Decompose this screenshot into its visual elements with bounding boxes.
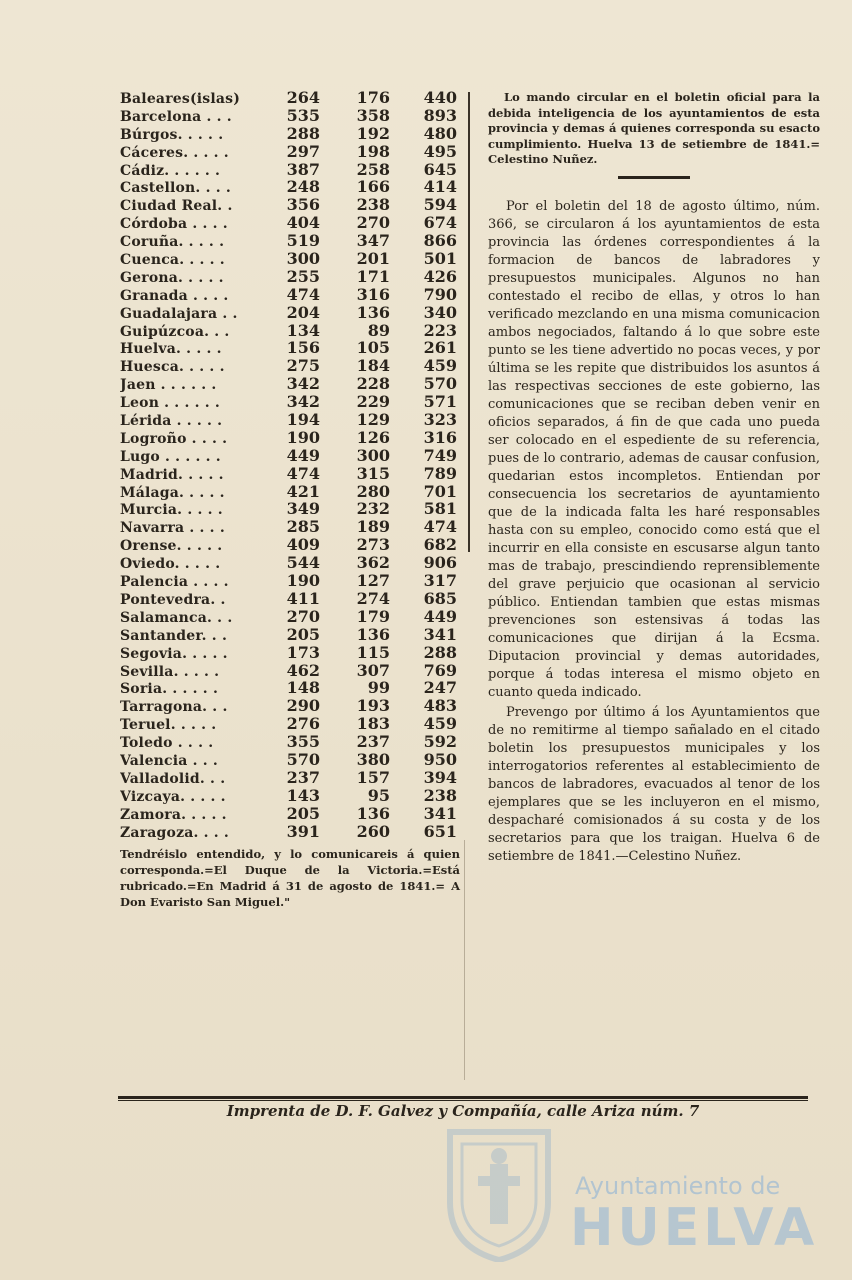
- value-col-1: 356: [286, 195, 320, 215]
- table-row: [120, 321, 465, 339]
- province-name: Zamora. . . . .: [120, 806, 227, 823]
- value-col-2: 300: [356, 445, 390, 465]
- value-col-1: 290: [286, 696, 320, 716]
- value-col-2: 274: [356, 588, 390, 608]
- value-col-1: 190: [286, 571, 320, 591]
- value-col-1: 194: [286, 410, 320, 430]
- value-col-2: 99: [367, 678, 390, 698]
- province-name: Coruña. . . . .: [120, 234, 225, 251]
- province-name: Zaragoza. . . .: [120, 824, 230, 841]
- value-col-3: 317: [423, 571, 457, 591]
- value-col-2: 316: [356, 284, 390, 304]
- value-col-3: 749: [423, 445, 457, 465]
- table-row: [120, 732, 465, 750]
- table-row: [120, 213, 465, 231]
- value-col-1: 205: [286, 803, 320, 823]
- value-col-1: 148: [286, 678, 320, 698]
- province-name: Navarra . . . .: [120, 520, 225, 537]
- value-col-2: 270: [356, 213, 390, 233]
- value-col-1: 255: [286, 266, 320, 286]
- value-col-2: 260: [356, 821, 390, 841]
- value-col-1: 411: [286, 588, 320, 608]
- value-col-3: 685: [423, 588, 457, 608]
- value-col-2: 280: [356, 481, 390, 501]
- value-col-3: 288: [423, 642, 457, 662]
- province-name: Guipúzcoa. . .: [120, 323, 230, 340]
- value-col-1: 387: [286, 159, 320, 179]
- value-col-2: 127: [356, 571, 390, 591]
- table-row: [120, 464, 465, 482]
- value-col-1: 421: [286, 481, 320, 501]
- table-row: [120, 517, 465, 535]
- province-name: Palencia . . . .: [120, 574, 229, 591]
- value-col-2: 136: [356, 624, 390, 644]
- table-row: [120, 285, 465, 303]
- province-name: Logroño . . . .: [120, 430, 228, 447]
- footer-rule-thin: [118, 1100, 808, 1101]
- value-col-3: 866: [423, 231, 457, 251]
- table-row: [120, 499, 465, 517]
- table-row: [120, 446, 465, 464]
- watermark-shield-icon: [440, 1112, 558, 1262]
- value-col-3: 594: [423, 195, 457, 215]
- value-col-3: 501: [423, 249, 457, 269]
- value-col-3: 893: [423, 105, 457, 125]
- value-col-2: 315: [356, 463, 390, 483]
- value-col-2: 228: [356, 374, 390, 394]
- right-intro-paragraph: Lo mando circular en el boletin oficial para la debida inteligencia de los ayuntamientos de esta provincia y demas á quienes corresponda su esacto cumplimiento. Huelva 13 de setiembre de 1841.= Celestino Nuñez.: [488, 90, 820, 166]
- province-name: Vizcaya. . . . .: [120, 788, 226, 805]
- value-col-2: 362: [356, 553, 390, 573]
- value-col-3: 950: [423, 749, 457, 769]
- table-row: [120, 374, 465, 392]
- table-row: [120, 643, 465, 661]
- value-col-3: 790: [423, 284, 457, 304]
- value-col-2: 229: [356, 392, 390, 412]
- value-col-2: 232: [356, 499, 390, 519]
- value-col-1: 285: [286, 517, 320, 537]
- province-name: Sevilla. . . . .: [120, 663, 220, 680]
- province-name: Cádiz. . . . . .: [120, 162, 221, 179]
- value-col-1: 270: [286, 606, 320, 626]
- value-col-1: 205: [286, 624, 320, 644]
- value-col-1: 570: [286, 749, 320, 769]
- table-row: [120, 750, 465, 768]
- table-row: [120, 571, 465, 589]
- table-row: [120, 553, 465, 571]
- value-col-2: 136: [356, 803, 390, 823]
- value-col-2: 157: [356, 767, 390, 787]
- value-col-2: 105: [356, 338, 390, 358]
- table-row: [120, 338, 465, 356]
- value-col-2: 198: [356, 141, 390, 161]
- table-row: [120, 714, 465, 732]
- value-col-1: 349: [286, 499, 320, 519]
- province-name: Jaen . . . . . .: [120, 377, 217, 394]
- value-col-2: 115: [356, 642, 390, 662]
- table-row: [120, 267, 465, 285]
- value-col-3: 223: [423, 320, 457, 340]
- province-name: Oviedo. . . . .: [120, 556, 221, 573]
- table-row: [120, 535, 465, 553]
- value-col-2: 129: [356, 410, 390, 430]
- value-col-3: 261: [423, 338, 457, 358]
- province-name: Barcelona . . .: [120, 108, 232, 125]
- value-col-1: 134: [286, 320, 320, 340]
- value-col-3: 459: [423, 356, 457, 376]
- value-col-3: 651: [423, 821, 457, 841]
- value-col-3: 440: [423, 88, 457, 107]
- column-divider: [468, 92, 470, 552]
- table-row: [120, 482, 465, 500]
- value-col-2: 238: [356, 195, 390, 215]
- table-row: [120, 177, 465, 195]
- table-row: [120, 589, 465, 607]
- value-col-3: 341: [423, 624, 457, 644]
- value-col-2: 126: [356, 427, 390, 447]
- province-name: Toledo . . . .: [120, 735, 214, 752]
- value-col-2: 89: [367, 320, 390, 340]
- province-name: Ciudad Real. .: [120, 198, 233, 215]
- value-col-1: 300: [286, 249, 320, 269]
- province-name: Cuenca. . . . .: [120, 252, 225, 269]
- value-col-2: 307: [356, 660, 390, 680]
- province-name: Cáceres. . . . .: [120, 144, 229, 161]
- table-row: [120, 661, 465, 679]
- value-col-1: 462: [286, 660, 320, 680]
- value-col-1: 237: [286, 767, 320, 787]
- value-col-1: 288: [286, 123, 320, 143]
- province-name: Málaga. . . . .: [120, 484, 225, 501]
- table-row: [120, 195, 465, 213]
- value-col-1: 391: [286, 821, 320, 841]
- province-name: Murcia. . . . .: [120, 502, 223, 519]
- province-name: Granada . . . .: [120, 287, 229, 304]
- value-col-3: 571: [423, 392, 457, 412]
- value-col-3: 769: [423, 660, 457, 680]
- table-row: [120, 303, 465, 321]
- value-col-2: 237: [356, 732, 390, 752]
- table-row: [120, 106, 465, 124]
- table-row: [120, 356, 465, 374]
- table-row: [120, 428, 465, 446]
- value-col-1: 143: [286, 785, 320, 805]
- value-col-3: 682: [423, 535, 457, 555]
- value-col-2: 171: [356, 266, 390, 286]
- province-name: Valladolid. . .: [120, 770, 226, 787]
- value-col-1: 449: [286, 445, 320, 465]
- province-name: Valencia . . .: [120, 752, 219, 769]
- value-col-1: 156: [286, 338, 320, 358]
- value-col-3: 247: [423, 678, 457, 698]
- value-col-2: 189: [356, 517, 390, 537]
- province-name: Leon . . . . . .: [120, 395, 220, 412]
- province-name: Orense. . . . .: [120, 538, 223, 555]
- province-name: Lugo . . . . . .: [120, 448, 221, 465]
- province-name: Tarragona. . .: [120, 699, 228, 716]
- table-row: [120, 768, 465, 786]
- province-name: Madrid. . . . .: [120, 466, 224, 483]
- value-col-3: 426: [423, 266, 457, 286]
- value-col-1: 544: [286, 553, 320, 573]
- table-row: [120, 124, 465, 142]
- value-col-3: 474: [423, 517, 457, 537]
- value-col-3: 495: [423, 141, 457, 161]
- value-col-3: 323: [423, 410, 457, 430]
- value-col-2: 184: [356, 356, 390, 376]
- table-row: [120, 231, 465, 249]
- table-row: [120, 392, 465, 410]
- value-col-3: 316: [423, 427, 457, 447]
- value-col-2: 183: [356, 714, 390, 734]
- table-row: [120, 142, 465, 160]
- value-col-2: 380: [356, 749, 390, 769]
- value-col-2: 358: [356, 105, 390, 125]
- value-col-3: 480: [423, 123, 457, 143]
- table-row: [120, 160, 465, 178]
- table-row: [120, 607, 465, 625]
- province-name: Lérida . . . . .: [120, 413, 223, 430]
- value-col-1: 248: [286, 177, 320, 197]
- body-paragraph-2: Prevengo por último á los Ayuntamientos que de no remitirme al tiempo sañalado en el citado boletin los presupuestos municipales y los interrogatorios referentes al establecimiento de bancos de labradores, evacuados al tenor de los ejemplares que se les incluyeron en el mismo, despacharé comisionados á su costa y de los secretarios para que los traigan. Huelva 6 de setiembre de 1841.—Celestino Nuñez.: [488, 705, 820, 864]
- value-col-1: 355: [286, 732, 320, 752]
- value-col-1: 404: [286, 213, 320, 233]
- section-rule: [618, 176, 690, 179]
- value-col-3: 238: [423, 785, 457, 805]
- value-col-2: 258: [356, 159, 390, 179]
- imprint-line: Imprenta de D. F. Galvez y Compañía, calle Ariza núm. 7: [226, 1102, 700, 1120]
- table-row: [120, 88, 465, 106]
- value-col-3: 581: [423, 499, 457, 519]
- value-col-3: 645: [423, 159, 457, 179]
- table-row: [120, 410, 465, 428]
- province-name: Salamanca. . .: [120, 609, 233, 626]
- province-name: Gerona. . . . .: [120, 269, 224, 286]
- value-col-3: 341: [423, 803, 457, 823]
- value-col-1: 204: [286, 302, 320, 322]
- value-col-1: 275: [286, 356, 320, 376]
- value-col-1: 276: [286, 714, 320, 734]
- value-col-3: 570: [423, 374, 457, 394]
- province-name: Teruel. . . . .: [120, 717, 217, 734]
- value-col-2: 201: [356, 249, 390, 269]
- value-col-1: 173: [286, 642, 320, 662]
- table-row: [120, 696, 465, 714]
- table-row: [120, 786, 465, 804]
- value-col-1: 342: [286, 374, 320, 394]
- province-name: Castellon. . . .: [120, 180, 231, 197]
- value-col-1: 264: [286, 88, 320, 107]
- value-col-2: 347: [356, 231, 390, 251]
- value-col-3: 414: [423, 177, 457, 197]
- value-col-2: 193: [356, 696, 390, 716]
- value-col-1: 474: [286, 284, 320, 304]
- table-row: [120, 625, 465, 643]
- column-divider-faint: [464, 840, 465, 1080]
- value-col-1: 409: [286, 535, 320, 555]
- province-name: Segovia. . . . .: [120, 645, 228, 662]
- value-col-3: 701: [423, 481, 457, 501]
- value-col-1: 474: [286, 463, 320, 483]
- value-col-3: 459: [423, 714, 457, 734]
- value-col-3: 483: [423, 696, 457, 716]
- table-row: [120, 249, 465, 267]
- value-col-1: 342: [286, 392, 320, 412]
- province-name: Guadalajara . .: [120, 305, 238, 322]
- watermark-line1: Ayuntamiento de: [575, 1172, 781, 1200]
- value-col-3: 449: [423, 606, 457, 626]
- value-col-2: 95: [367, 785, 390, 805]
- value-col-2: 179: [356, 606, 390, 626]
- watermark-line2: HUELVA: [570, 1198, 819, 1258]
- table-row: [120, 678, 465, 696]
- value-col-3: 592: [423, 732, 457, 752]
- province-name: Huesca. . . . .: [120, 359, 225, 376]
- province-name: Soria. . . . . .: [120, 681, 219, 698]
- value-col-1: 297: [286, 141, 320, 161]
- left-closing-text: Tendréislo entendido, y lo comunicareis á quien corresponda.=El Duque de la Victoria.=Está rubricado.=En Madrid á 31 de agosto de 1841.= A Don Evaristo San Miguel.": [120, 847, 460, 909]
- province-name: Córdoba . . . .: [120, 216, 228, 233]
- value-col-2: 176: [356, 88, 390, 107]
- province-name: Pontevedra. .: [120, 591, 226, 608]
- province-name: Búrgos. . . . .: [120, 126, 224, 143]
- value-col-3: 340: [423, 302, 457, 322]
- table-row: [120, 822, 465, 840]
- value-col-3: 906: [423, 553, 457, 573]
- value-col-3: 674: [423, 213, 457, 233]
- value-col-3: 789: [423, 463, 457, 483]
- value-col-1: 519: [286, 231, 320, 251]
- value-col-2: 192: [356, 123, 390, 143]
- province-name: Huelva. . . . .: [120, 341, 222, 358]
- value-col-3: 394: [423, 767, 457, 787]
- value-col-1: 190: [286, 427, 320, 447]
- province-name: Santander. . .: [120, 627, 228, 644]
- footer-rule-thick: [118, 1096, 808, 1099]
- table-row: [120, 804, 465, 822]
- province-name: Baleares(islas): [120, 91, 241, 107]
- value-col-2: 136: [356, 302, 390, 322]
- body-paragraph-1: Por el boletin del 18 de agosto último, núm. 366, se circularon á los ayuntamientos de esta provincia las órdenes correspondientes á la formacion de bancos de labradores y presupuestos municipales. Algunos no han contestado el recibo de ellas, y otros lo han verificado mezclando en una misma comunicacion ambos negociados, faltando á lo que sobre este punto se les tiene advertido no pocas veces, y por última se les repite que distribuidos los asuntos á las respectivas secciones de este gobierno, las comunicaciones que se reciban deben venir en oficios separados, á fin de que cada uno pueda ser colocado en el espediente de su referencia, pues de lo contrario, ademas de causar confusion, quedarian estos incompletos. Entiendan por consecuencia los secretarios de ayuntamiento que de la indicada falta les haré responsables hasta con su empleo, conocido como está que el incurrir en ella consiste en escusarse algun tanto mas de trabajo, prescindiendo reprensiblemente del grave perjuicio que ocasionan al servicio público. Entiendan tambien que estas mismas prevenciones son estensivas á todas las comunicaciones que dirijan á la Ecsma. Diputacion provincial y demas autoridades, porque á todas interesa el mismo objeto en cuanto queda indicado.: [488, 199, 820, 700]
- province-table: [120, 88, 465, 839]
- value-col-2: 273: [356, 535, 390, 555]
- right-body-text: [488, 198, 820, 868]
- value-col-1: 535: [286, 105, 320, 125]
- value-col-2: 166: [356, 177, 390, 197]
